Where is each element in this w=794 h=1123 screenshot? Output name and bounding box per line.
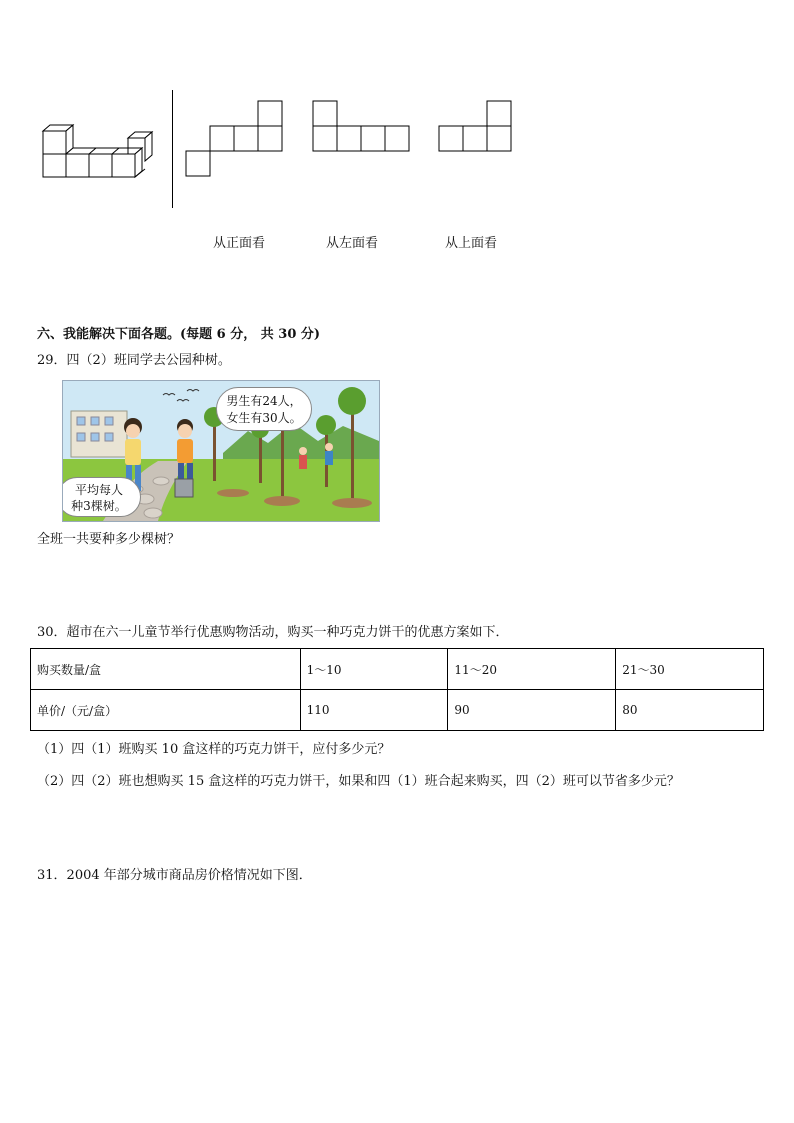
question-30-sub2: （2）四（2）班也想购买 15 盒这样的巧克力饼干，如果和四（1）班合起来购买，四（2）班可以节省多少元？ (37, 774, 680, 789)
table-cell: 购买数量/盒 (31, 649, 301, 690)
speech-bubble-line: 种3棵树。 (71, 499, 127, 513)
top-view-label: 从上面看 (445, 236, 498, 251)
cube-solid-figure (40, 124, 156, 180)
question-29-ask: 全班一共要种多少棵树？ (37, 532, 181, 547)
section-heading: 六、我能解决下面各题。(每题 6 分， 共 30 分) (37, 327, 321, 342)
table-cell: 21～30 (616, 649, 764, 690)
left-view-label: 从左面看 (326, 236, 379, 251)
table-cell: 90 (448, 690, 616, 731)
question-31-prompt: 31．2004 年部分城市商品房价格情况如下图． (37, 868, 312, 883)
table-cell: 110 (300, 690, 448, 731)
speech-bubble-line: 平均每人 (74, 483, 123, 497)
left-view-grid (312, 100, 414, 154)
speech-bubble-average (62, 477, 141, 517)
table-cell: 80 (616, 690, 764, 731)
top-view-grid (436, 100, 516, 154)
park-tree-planting-illustration (62, 380, 380, 522)
speech-bubble-line: 男生有24人， (226, 394, 302, 408)
price-table (30, 648, 764, 731)
table-row (31, 649, 764, 690)
question-30-prompt: 30．超市在六一儿童节举行优惠购物活动，购买一种巧克力饼干的优惠方案如下． (37, 625, 509, 640)
speech-bubble-counts (216, 387, 312, 431)
vertical-divider (172, 90, 173, 208)
question-29-prompt: 29．四（2）班同学去公园种树。 (37, 353, 231, 368)
question-30-sub1: （1）四（1）班购买 10 盒这样的巧克力饼干，应付多少元？ (37, 742, 391, 757)
table-cell: 1～10 (300, 649, 448, 690)
table-row (31, 690, 764, 731)
table-cell: 单价/（元/盒） (31, 690, 301, 731)
table-cell: 11～20 (448, 649, 616, 690)
speech-bubble-line: 女生有30人。 (226, 411, 302, 425)
front-view-label: 从正面看 (213, 236, 266, 251)
front-view-grid (182, 100, 284, 178)
